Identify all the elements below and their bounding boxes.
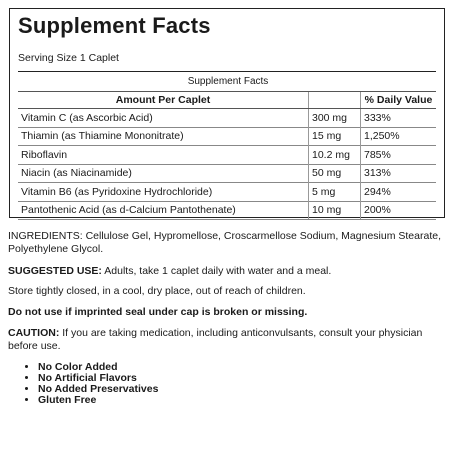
nutrient-amount: 15 mg [309,127,361,146]
nutrient-amount: 300 mg [309,109,361,128]
nutrient-amount: 10.2 mg [309,146,361,165]
nutrient-name: Pantothenic Acid (as d-Calcium Pantothenate) [18,201,309,220]
nutrient-dv: 313% [361,164,437,183]
nutrient-amount: 10 mg [309,201,361,220]
list-item: • No Added Preservatives [38,384,158,395]
nutrient-name: Thiamin (as Thiamine Mononitrate) [18,127,309,146]
caution [8,327,428,353]
suggested-use-text: Adults, take 1 caplet daily with water and a meal. [101,265,332,277]
seal-warning: Do not use if imprinted seal under cap is broken or missing. [8,306,308,318]
nutrient-dv: 333% [361,109,437,128]
table-row [18,164,436,183]
header-amount: Amount Per Caplet [18,92,309,109]
nutrient-dv: 294% [361,183,437,202]
nutrient-dv: 785% [361,146,437,165]
table-header-row [18,92,436,109]
suggested-use-label: SUGGESTED USE: [8,265,102,277]
nutrient-amount: 5 mg [309,183,361,202]
serving-size: Serving Size 1 Caplet [18,52,119,64]
suggested-use [8,265,448,278]
header-daily-value: % Daily Value [361,92,437,109]
nutrient-dv: 1,250% [361,127,437,146]
nutrient-dv: 200% [361,201,437,220]
nutrient-amount: 50 mg [309,164,361,183]
nutrient-table [18,91,436,220]
claims-list [22,362,158,406]
panel-title: Supplement Facts [18,13,211,38]
caution-text: If you are taking medication, including anticonvulsants, consult your physician before use. [8,327,423,352]
table-row [18,146,436,165]
caution-label: CAUTION: [8,327,60,339]
table-row [18,127,436,146]
nutrient-name: Niacin (as Niacinamide) [18,164,309,183]
list-item: • No Color Added [38,362,158,373]
table-caption: Supplement Facts [187,76,269,87]
list-item: • No Artificial Flavors [38,373,158,384]
table-row [18,201,436,220]
supplement-facts-panel [9,8,445,218]
ingredients-text: INGREDIENTS: Cellulose Gel, Hypromellose, Croscarmellose Sodium, Magnesium Stearate, Polyethylene Glycol. [8,230,441,255]
header-blank [309,92,361,109]
storage-text: Store tightly closed, in a cool, dry place, out of reach of children. [8,285,306,297]
table-row [18,183,436,202]
divider [18,71,436,72]
nutrient-name: Vitamin C (as Ascorbic Acid) [18,109,309,128]
list-item: • Gluten Free [38,395,158,406]
nutrient-name: Riboflavin [18,146,309,165]
nutrient-name: Vitamin B6 (as Pyridoxine Hydrochloride) [18,183,309,202]
table-row [18,109,436,128]
